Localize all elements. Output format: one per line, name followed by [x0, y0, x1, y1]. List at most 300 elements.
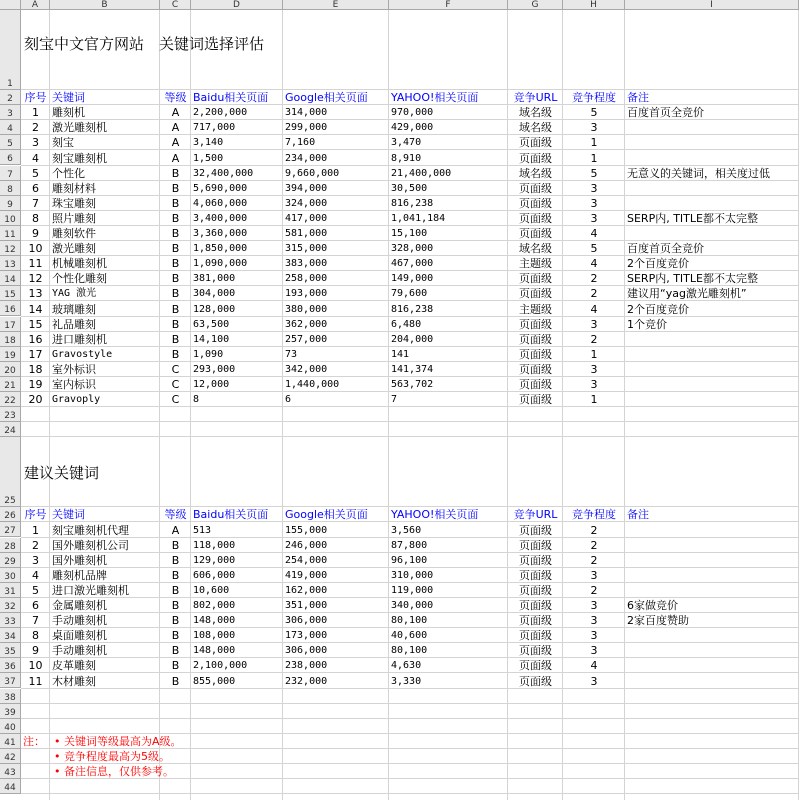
cell-grade[interactable]: B: [171, 211, 180, 225]
row-header[interactable]: 14: [0, 271, 21, 286]
cell-competition-level[interactable]: 2: [590, 538, 598, 552]
cell-baidu-pages[interactable]: 717,000: [193, 122, 236, 134]
cell-baidu-pages[interactable]: 10,600: [193, 584, 230, 596]
cell-keyword[interactable]: 进口激光雕刻机: [52, 583, 129, 597]
cell-baidu-pages[interactable]: 304,000: [193, 288, 236, 300]
row-header[interactable]: 36: [0, 658, 21, 673]
cell-google-pages[interactable]: 351,000: [285, 600, 328, 611]
cell-baidu-pages[interactable]: 1,090,000: [193, 258, 248, 270]
cell-competition-level[interactable]: 3: [590, 317, 598, 331]
cell-google-pages[interactable]: 1,440,000: [285, 379, 340, 390]
cell-competition-level[interactable]: 4: [590, 302, 598, 316]
cell-baidu-pages[interactable]: 118,000: [193, 539, 236, 551]
cell-grade[interactable]: B: [171, 538, 180, 552]
cell-grade[interactable]: B: [171, 227, 180, 240]
cell-remark[interactable]: 2家百度赞助: [627, 614, 689, 628]
cell-yahoo-pages[interactable]: 7: [391, 394, 398, 406]
cell-competing-url[interactable]: 页面级: [519, 347, 552, 361]
header-competing-url[interactable]: 竞争URL: [513, 508, 558, 522]
header-google-pages[interactable]: Google相关页面: [285, 91, 368, 105]
row-header[interactable]: 11: [0, 226, 21, 241]
cell-yahoo-pages[interactable]: 467,000: [391, 258, 434, 270]
row-header[interactable]: 31: [0, 583, 21, 598]
header-index[interactable]: 序号: [24, 91, 47, 105]
cell-keyword[interactable]: 激光雕刻机: [52, 121, 107, 135]
cell-competition-level[interactable]: 3: [590, 378, 598, 391]
cell-google-pages[interactable]: 162,000: [285, 584, 328, 596]
cell-competing-url[interactable]: 页面级: [519, 674, 552, 688]
row-header[interactable]: 38: [0, 689, 21, 704]
column-header-a[interactable]: A: [21, 0, 50, 10]
cell-baidu-pages[interactable]: 8: [193, 394, 200, 406]
row-header[interactable]: 9: [0, 196, 21, 211]
cell-index[interactable]: 7: [32, 196, 39, 210]
cell-index[interactable]: 8: [32, 211, 39, 225]
cell-yahoo-pages[interactable]: 204,000: [391, 333, 434, 345]
cell-google-pages[interactable]: 419,000: [285, 569, 328, 581]
cell-baidu-pages[interactable]: 381,000: [193, 273, 236, 285]
cell-keyword[interactable]: 手动雕刻机: [52, 614, 107, 628]
row-header[interactable]: 21: [0, 377, 21, 392]
cell-google-pages[interactable]: 73: [285, 348, 298, 360]
cell-grade[interactable]: B: [171, 568, 180, 582]
row-header[interactable]: 1: [0, 10, 21, 90]
cell-index[interactable]: 16: [28, 332, 43, 346]
row-header[interactable]: 33: [0, 613, 21, 628]
row-header[interactable]: 42: [0, 749, 21, 764]
cell-baidu-pages[interactable]: 63,500: [193, 318, 230, 330]
cell-competing-url[interactable]: 页面级: [519, 644, 552, 658]
row-header[interactable]: 16: [0, 301, 21, 316]
cell-yahoo-pages[interactable]: 15,100: [391, 228, 428, 239]
cell-index[interactable]: 2: [32, 538, 39, 552]
column-header-e[interactable]: E: [283, 0, 389, 10]
cell-competition-level[interactable]: 3: [590, 568, 598, 582]
cell-index[interactable]: 20: [28, 393, 43, 407]
row-header[interactable]: 39: [0, 704, 21, 719]
cell-google-pages[interactable]: 155,000: [285, 524, 328, 536]
row-header[interactable]: 28: [0, 538, 21, 553]
cell-index[interactable]: 1: [32, 106, 39, 120]
cell-index[interactable]: 6: [32, 181, 39, 195]
cell-grade[interactable]: A: [171, 121, 180, 135]
header-remark[interactable]: 备注: [627, 91, 649, 105]
cell-google-pages[interactable]: 342,000: [285, 363, 328, 375]
cell-competing-url[interactable]: 页面级: [519, 196, 552, 210]
cell-index[interactable]: 10: [28, 659, 43, 673]
cell-yahoo-pages[interactable]: 3,330: [391, 675, 422, 687]
row-header[interactable]: 25: [0, 437, 21, 507]
cell-keyword[interactable]: 刻宝: [52, 136, 74, 150]
row-header[interactable]: 41: [0, 734, 21, 749]
cell-competing-url[interactable]: 页面级: [519, 287, 552, 301]
cell-competing-url[interactable]: 页面级: [519, 568, 552, 582]
cell-competition-level[interactable]: 1: [590, 393, 598, 407]
cell-baidu-pages[interactable]: 148,000: [193, 645, 236, 657]
cell-yahoo-pages[interactable]: 119,000: [391, 584, 434, 596]
cell-competing-url[interactable]: 页面级: [519, 659, 552, 673]
cell-yahoo-pages[interactable]: 816,238: [391, 197, 434, 209]
cell-competition-level[interactable]: 3: [590, 121, 598, 135]
cell-index[interactable]: 17: [28, 347, 43, 361]
cell-competing-url[interactable]: 页面级: [519, 332, 552, 346]
note-line[interactable]: • 竞争程度最高为5级。: [54, 750, 170, 763]
cell-competition-level[interactable]: 2: [590, 583, 598, 597]
cell-keyword[interactable]: 桌面雕刻机: [52, 629, 107, 643]
note-line[interactable]: • 关键词等级最高为A级。: [54, 734, 182, 748]
cell-index[interactable]: 10: [28, 242, 43, 256]
cell-grade[interactable]: B: [171, 287, 180, 301]
row-header[interactable]: 13: [0, 256, 21, 271]
cell-competing-url[interactable]: 域名级: [519, 242, 552, 256]
cell-keyword[interactable]: 室外标识: [52, 362, 96, 376]
cell-baidu-pages[interactable]: 14,100: [193, 333, 230, 345]
cell-competing-url[interactable]: 页面级: [519, 227, 552, 240]
cell-grade[interactable]: B: [171, 644, 180, 658]
cell-keyword[interactable]: 刻宝雕刻机: [52, 151, 107, 165]
cell-google-pages[interactable]: 306,000: [285, 645, 328, 657]
cell-grade[interactable]: B: [171, 583, 180, 597]
cell-index[interactable]: 7: [32, 614, 39, 628]
cell-baidu-pages[interactable]: 3,400,000: [193, 212, 248, 224]
cell-google-pages[interactable]: 234,000: [285, 152, 328, 164]
cell-grade[interactable]: B: [171, 629, 180, 643]
row-header[interactable]: 40: [0, 719, 21, 734]
cell-keyword[interactable]: 手动雕刻机: [52, 644, 107, 658]
cell-competing-url[interactable]: 页面级: [519, 151, 552, 165]
cell-yahoo-pages[interactable]: 80,100: [391, 645, 428, 657]
cell-yahoo-pages[interactable]: 141,374: [391, 363, 434, 375]
cell-keyword[interactable]: 雕刻软件: [52, 227, 96, 240]
row-header[interactable]: 32: [0, 598, 21, 613]
cell-grade[interactable]: B: [171, 599, 180, 612]
cell-competing-url[interactable]: 页面级: [519, 614, 552, 628]
cell-baidu-pages[interactable]: 129,000: [193, 554, 236, 566]
cell-competing-url[interactable]: 页面级: [519, 393, 552, 407]
row-header[interactable]: 10: [0, 211, 21, 226]
row-header[interactable]: 18: [0, 332, 21, 347]
row-header[interactable]: 26: [0, 507, 21, 522]
row-header[interactable]: 5: [0, 135, 21, 150]
cell-google-pages[interactable]: 238,000: [285, 660, 328, 672]
cell-index[interactable]: 18: [28, 362, 43, 376]
cell-yahoo-pages[interactable]: 4,630: [391, 660, 422, 672]
cell-competition-level[interactable]: 5: [590, 106, 598, 120]
cell-grade[interactable]: B: [171, 317, 180, 331]
cell-google-pages[interactable]: 173,000: [285, 630, 328, 642]
cell-index[interactable]: 4: [32, 151, 39, 165]
cell-competing-url[interactable]: 域名级: [519, 106, 552, 120]
cell-grade[interactable]: C: [171, 378, 180, 391]
cell-competing-url[interactable]: 域名级: [519, 121, 552, 135]
cell-google-pages[interactable]: 299,000: [285, 122, 328, 134]
cell-yahoo-pages[interactable]: 141: [391, 348, 410, 360]
cell-grade[interactable]: B: [171, 553, 180, 567]
cell-competition-level[interactable]: 3: [590, 181, 598, 195]
cell-competing-url[interactable]: 页面级: [519, 523, 552, 537]
cell-yahoo-pages[interactable]: 21,400,000: [391, 167, 452, 179]
cell-yahoo-pages[interactable]: 816,238: [391, 303, 434, 315]
cell-keyword[interactable]: 照片雕刻: [52, 211, 96, 225]
cell-competing-url[interactable]: 页面级: [519, 181, 552, 195]
cell-index[interactable]: 9: [32, 644, 39, 658]
cell-keyword[interactable]: 雕刻机: [52, 106, 85, 120]
cell-keyword[interactable]: 玻璃雕刻: [52, 302, 96, 316]
row-header[interactable]: 37: [0, 673, 21, 688]
cell-grade[interactable]: B: [171, 181, 180, 195]
cell-yahoo-pages[interactable]: 87,800: [391, 539, 428, 551]
cell-baidu-pages[interactable]: 2,100,000: [193, 660, 248, 672]
cell-remark[interactable]: 无意义的关键词，相关度过低: [627, 166, 770, 180]
cell-keyword[interactable]: 刻宝雕刻机代理: [52, 523, 129, 537]
cell-baidu-pages[interactable]: 148,000: [193, 615, 236, 627]
cell-yahoo-pages[interactable]: 563,702: [391, 379, 434, 390]
row-header[interactable]: 4: [0, 120, 21, 135]
cell-index[interactable]: 3: [32, 553, 39, 567]
cell-keyword[interactable]: 进口雕刻机: [52, 332, 107, 346]
cell-index[interactable]: 2: [32, 121, 39, 135]
cell-index[interactable]: 6: [32, 599, 39, 612]
cell-yahoo-pages[interactable]: 1,041,184: [391, 212, 446, 224]
cell-index[interactable]: 13: [28, 287, 43, 301]
row-header[interactable]: 2: [0, 90, 21, 105]
cell-grade[interactable]: C: [171, 362, 180, 376]
cell-keyword[interactable]: Gravostyle: [52, 348, 113, 360]
cell-grade[interactable]: A: [171, 523, 180, 537]
cell-keyword[interactable]: 国外雕刻机公司: [52, 538, 129, 552]
row-header[interactable]: 3: [0, 105, 21, 120]
cell-keyword[interactable]: 个性化雕刻: [52, 272, 107, 286]
header-grade[interactable]: 等级: [164, 508, 187, 522]
cell-google-pages[interactable]: 306,000: [285, 615, 328, 627]
cell-competing-url[interactable]: 页面级: [519, 629, 552, 643]
note-line[interactable]: • 备注信息，仅供参考。: [54, 765, 174, 779]
cell-keyword[interactable]: 雕刻材料: [52, 181, 96, 195]
cell-competition-level[interactable]: 2: [590, 523, 598, 537]
cell-competition-level[interactable]: 2: [590, 332, 598, 346]
cell-grade[interactable]: A: [171, 106, 180, 120]
cell-grade[interactable]: B: [171, 166, 180, 180]
cell-index[interactable]: 4: [32, 568, 39, 582]
cell-remark[interactable]: 2个百度竞价: [627, 302, 689, 316]
cell-competing-url[interactable]: 页面级: [519, 538, 552, 552]
cell-index[interactable]: 19: [28, 378, 43, 391]
cell-index[interactable]: 8: [32, 629, 39, 643]
cell-competition-level[interactable]: 3: [590, 599, 598, 612]
cell-remark[interactable]: 建议用“yag激光雕刻机”: [627, 287, 747, 301]
cell-yahoo-pages[interactable]: 3,470: [391, 137, 422, 149]
cell-competition-level[interactable]: 2: [590, 553, 598, 567]
sheet-title[interactable]: 刻宝中文官方网站 关键词选择评估: [24, 35, 265, 53]
cell-competition-level[interactable]: 4: [590, 227, 598, 240]
cell-competing-url[interactable]: 页面级: [519, 136, 552, 150]
section-title-suggested[interactable]: 建议关键词: [24, 464, 100, 483]
cell-remark[interactable]: SERP内, TITLE都不太完整: [627, 272, 758, 286]
cell-competition-level[interactable]: 1: [590, 347, 598, 361]
cell-index[interactable]: 12: [28, 272, 43, 286]
cell-baidu-pages[interactable]: 802,000: [193, 600, 236, 611]
cell-yahoo-pages[interactable]: 3,560: [391, 524, 422, 536]
cell-yahoo-pages[interactable]: 80,100: [391, 615, 428, 627]
notes-label[interactable]: 注：: [23, 734, 45, 748]
row-header[interactable]: 7: [0, 166, 21, 181]
cell-baidu-pages[interactable]: 855,000: [193, 675, 236, 687]
cell-grade[interactable]: A: [171, 136, 180, 150]
cell-yahoo-pages[interactable]: 149,000: [391, 273, 434, 285]
cell-keyword[interactable]: 个性化: [52, 166, 85, 180]
cell-baidu-pages[interactable]: 3,360,000: [193, 228, 248, 239]
cell-baidu-pages[interactable]: 1,500: [193, 152, 224, 164]
cell-keyword[interactable]: 皮革雕刻: [52, 659, 96, 673]
cell-yahoo-pages[interactable]: 8,910: [391, 152, 422, 164]
cell-index[interactable]: 15: [28, 317, 43, 331]
cell-index[interactable]: 3: [32, 136, 39, 150]
cell-index[interactable]: 5: [32, 166, 39, 180]
cell-keyword[interactable]: 礼品雕刻: [52, 317, 96, 331]
cell-competing-url[interactable]: 页面级: [519, 583, 552, 597]
cell-yahoo-pages[interactable]: 310,000: [391, 569, 434, 581]
cell-competing-url[interactable]: 主题级: [519, 302, 552, 316]
cell-grade[interactable]: B: [171, 257, 180, 271]
cell-keyword[interactable]: 国外雕刻机: [52, 553, 107, 567]
cell-yahoo-pages[interactable]: 40,600: [391, 630, 428, 642]
cell-remark[interactable]: 百度首页全竞价: [627, 242, 704, 256]
cell-keyword[interactable]: 木材雕刻: [52, 674, 96, 688]
column-header-b[interactable]: B: [50, 0, 160, 10]
cell-google-pages[interactable]: 9,660,000: [285, 167, 340, 179]
cell-competition-level[interactable]: 3: [590, 211, 598, 225]
row-header[interactable]: 15: [0, 286, 21, 301]
cell-google-pages[interactable]: 324,000: [285, 197, 328, 209]
cell-competition-level[interactable]: 4: [590, 257, 598, 271]
cell-baidu-pages[interactable]: 1,850,000: [193, 243, 248, 255]
header-grade[interactable]: 等级: [164, 91, 187, 105]
cell-competing-url[interactable]: 页面级: [519, 211, 552, 225]
cell-competing-url[interactable]: 页面级: [519, 317, 552, 331]
cell-keyword[interactable]: 雕刻机品牌: [52, 568, 107, 582]
cell-google-pages[interactable]: 394,000: [285, 182, 328, 194]
cell-grade[interactable]: B: [171, 302, 180, 316]
cell-baidu-pages[interactable]: 1,090: [193, 348, 224, 360]
column-header-h[interactable]: H: [563, 0, 625, 10]
cell-keyword[interactable]: 激光雕刻: [52, 242, 96, 256]
cell-yahoo-pages[interactable]: 328,000: [391, 243, 434, 255]
header-keyword[interactable]: 关键词: [52, 508, 85, 522]
cell-yahoo-pages[interactable]: 30,500: [391, 182, 428, 194]
cell-competition-level[interactable]: 3: [590, 629, 598, 643]
row-header[interactable]: 34: [0, 628, 21, 643]
cell-competing-url[interactable]: 页面级: [519, 599, 552, 612]
cell-google-pages[interactable]: 254,000: [285, 554, 328, 566]
cell-index[interactable]: 9: [32, 227, 39, 240]
cell-competition-level[interactable]: 3: [590, 614, 598, 628]
cell-grade[interactable]: C: [171, 393, 180, 407]
cell-index[interactable]: 1: [32, 523, 39, 537]
cell-google-pages[interactable]: 581,000: [285, 228, 328, 239]
cell-competing-url[interactable]: 页面级: [519, 553, 552, 567]
cell-remark[interactable]: 2个百度竞价: [627, 257, 689, 271]
cell-baidu-pages[interactable]: 32,400,000: [193, 167, 254, 179]
header-keyword[interactable]: 关键词: [52, 91, 85, 105]
cell-keyword[interactable]: 金属雕刻机: [52, 599, 107, 612]
cell-google-pages[interactable]: 246,000: [285, 539, 328, 551]
cell-baidu-pages[interactable]: 5,690,000: [193, 182, 248, 194]
cell-yahoo-pages[interactable]: 340,000: [391, 600, 434, 611]
row-header[interactable]: 30: [0, 568, 21, 583]
cell-grade[interactable]: B: [171, 272, 180, 286]
row-header[interactable]: 12: [0, 241, 21, 256]
row-header[interactable]: 29: [0, 553, 21, 568]
cell-competition-level[interactable]: 4: [590, 659, 598, 673]
row-header[interactable]: 44: [0, 779, 21, 794]
cell-baidu-pages[interactable]: 2,200,000: [193, 107, 248, 119]
header-google-pages[interactable]: Google相关页面: [285, 508, 368, 522]
header-baidu-pages[interactable]: Baidu相关页面: [193, 91, 269, 105]
column-header-c[interactable]: C: [160, 0, 191, 10]
cell-grade[interactable]: B: [171, 196, 180, 210]
header-baidu-pages[interactable]: Baidu相关页面: [193, 508, 269, 522]
cell-competing-url[interactable]: 页面级: [519, 362, 552, 376]
cell-grade[interactable]: A: [171, 151, 180, 165]
header-competition-level[interactable]: 竞争程度: [572, 508, 616, 522]
cell-google-pages[interactable]: 6: [285, 394, 292, 406]
cell-competition-level[interactable]: 1: [590, 136, 598, 150]
cell-keyword[interactable]: 机械雕刻机: [52, 257, 107, 271]
cell-baidu-pages[interactable]: 293,000: [193, 363, 236, 375]
cell-yahoo-pages[interactable]: 79,600: [391, 288, 428, 300]
column-header-d[interactable]: D: [191, 0, 283, 10]
row-header[interactable]: 23: [0, 407, 21, 422]
cell-google-pages[interactable]: 257,000: [285, 333, 328, 345]
row-header[interactable]: 22: [0, 392, 21, 407]
cell-competing-url[interactable]: 页面级: [519, 272, 552, 286]
cell-remark[interactable]: SERP内, TITLE都不太完整: [627, 211, 758, 225]
row-header[interactable]: 6: [0, 150, 21, 165]
cell-baidu-pages[interactable]: 4,060,000: [193, 197, 248, 209]
cell-yahoo-pages[interactable]: 6,480: [391, 318, 422, 330]
header-competition-level[interactable]: 竞争程度: [572, 91, 616, 105]
cell-google-pages[interactable]: 315,000: [285, 243, 328, 255]
cell-index[interactable]: 5: [32, 583, 39, 597]
column-header-i[interactable]: I: [625, 0, 799, 10]
cell-google-pages[interactable]: 232,000: [285, 675, 328, 687]
cell-google-pages[interactable]: 380,000: [285, 303, 328, 315]
cell-baidu-pages[interactable]: 128,000: [193, 303, 236, 315]
cell-grade[interactable]: B: [171, 242, 180, 256]
cell-keyword[interactable]: 珠宝雕刻: [52, 196, 96, 210]
cell-competing-url[interactable]: 页面级: [519, 378, 552, 391]
cell-competition-level[interactable]: 5: [590, 242, 598, 256]
cell-keyword[interactable]: Gravoply: [52, 394, 101, 406]
cell-remark[interactable]: 6家做竞价: [627, 599, 678, 612]
cell-baidu-pages[interactable]: 513: [193, 524, 212, 536]
header-index[interactable]: 序号: [24, 508, 47, 522]
cell-keyword[interactable]: YAG 激光: [52, 288, 97, 300]
cell-competition-level[interactable]: 3: [590, 362, 598, 376]
row-header[interactable]: 20: [0, 362, 21, 377]
cell-index[interactable]: 14: [28, 302, 43, 316]
cell-competition-level[interactable]: 3: [590, 196, 598, 210]
header-remark[interactable]: 备注: [627, 508, 649, 522]
cell-google-pages[interactable]: 7,160: [285, 137, 316, 149]
cell-baidu-pages[interactable]: 606,000: [193, 569, 236, 581]
cell-competing-url[interactable]: 域名级: [519, 166, 552, 180]
cell-index[interactable]: 11: [28, 674, 43, 688]
cell-grade[interactable]: B: [171, 614, 180, 628]
row-header[interactable]: 19: [0, 347, 21, 362]
cell-yahoo-pages[interactable]: 970,000: [391, 107, 434, 119]
cell-baidu-pages[interactable]: 3,140: [193, 137, 224, 149]
